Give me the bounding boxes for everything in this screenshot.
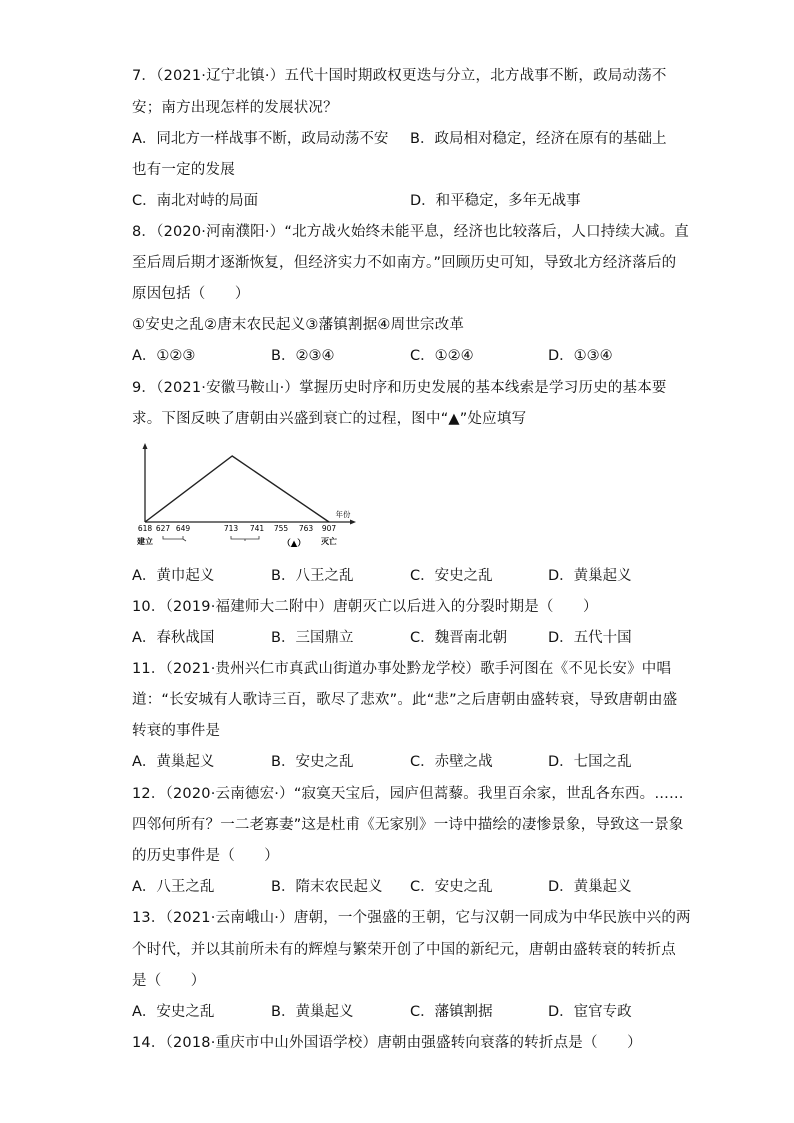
- x-axis-label: 年份: [335, 510, 351, 519]
- q13-stem-line-1: 13．（2021·云南峨山·）唐朝，一个强盛的王朝，它与汉朝一同成为中华民族中兴的两: [132, 910, 691, 926]
- q10-stem: 10．（2019·福建师大二附中）唐朝灭亡以后进入的分裂时期是（ ）: [132, 599, 598, 615]
- q11-option-d[interactable]: D．七国之乱: [548, 754, 632, 770]
- q14-stem: 14．（2018·重庆市中山外国语学校）唐朝由强盛转向衰落的转折点是（ ）: [132, 1035, 642, 1051]
- q13-option-d[interactable]: D．宦官专政: [548, 1004, 632, 1020]
- tang-dynasty-timeline-chart: [128, 440, 360, 560]
- y-axis-arrow: [143, 443, 148, 449]
- q12-option-b[interactable]: B．隋末农民起义: [271, 879, 383, 895]
- q12-option-d[interactable]: D．黄巢起义: [548, 879, 632, 895]
- tick-label-649: 649: [175, 524, 191, 533]
- start-label: 建立: [137, 537, 153, 546]
- tick-labels: [138, 524, 337, 533]
- q9-stem-line-1: 9．（2021·安徽马鞍山·）掌握历史时序和历史发展的基本线索是学习历史的基本要: [132, 380, 667, 396]
- q13-option-b[interactable]: B．黄巢起义: [271, 1004, 354, 1020]
- q11-stem-line-2: 道：“长安城有人歌诗三百，歌尽了悲欢”。此“悲”之后唐朝由盛转衰，导致唐朝由盛: [132, 692, 678, 708]
- q9-options: [132, 566, 692, 586]
- q7-options-row-1: [132, 129, 692, 149]
- q7-option-b-continued: 也有一定的发展: [132, 162, 235, 178]
- q8-stem-line-3: 原因包括（ ）: [132, 286, 250, 302]
- q10-option-c[interactable]: C．魏晋南北朝: [410, 630, 508, 646]
- q7-options-row-2: [132, 191, 692, 211]
- q8-option-c[interactable]: C．①②④: [410, 348, 474, 364]
- q13-options: [132, 1002, 692, 1022]
- q11-stem-line-3: 转衰的事件是: [132, 723, 221, 739]
- q10-option-a[interactable]: A．春秋战国: [132, 630, 215, 646]
- q11-options: [132, 752, 692, 772]
- q8-option-a[interactable]: A．①②③: [132, 348, 196, 364]
- end-label: 灭亡: [321, 537, 337, 546]
- tick-label-618: 618: [137, 524, 153, 533]
- q13-stem-line-3: 是（ ）: [132, 973, 206, 989]
- tick-label-713: 713: [223, 524, 239, 533]
- q12-options: [132, 877, 692, 897]
- q10-option-d[interactable]: D．五代十国: [548, 630, 632, 646]
- q7-option-b[interactable]: B．政局相对稳定，经济在原有的基础上: [410, 131, 667, 147]
- tick-label-755: 755: [273, 524, 289, 533]
- q7-option-c[interactable]: C．南北对峙的局面: [132, 193, 259, 209]
- period-brackets: [163, 536, 259, 541]
- q9-stem-line-2: 求。下图反映了唐朝由兴盛到衰亡的过程，图中“▲”处应填写: [132, 411, 527, 427]
- blank-marker: （▲）: [282, 539, 306, 549]
- q13-option-c[interactable]: C．藩镇割据: [410, 1004, 493, 1020]
- q11-option-b[interactable]: B．安史之乱: [271, 754, 354, 770]
- q12-option-a[interactable]: A．八王之乱: [132, 879, 215, 895]
- q8-items: ①安史之乱②唐末农民起义③藩镇割据④周世宗改革: [132, 317, 465, 333]
- q8-options: [132, 346, 692, 366]
- q13-option-a[interactable]: A．安史之乱: [132, 1004, 215, 1020]
- q12-option-c[interactable]: C．安史之乱: [410, 879, 493, 895]
- q12-stem-line-3: 的历史事件是（ ）: [132, 848, 279, 864]
- q12-stem-line-1: 12．（2020·云南德宏·）“寂寞天宝后，园庐但蒿藜。我里百余家，世乱各东西。……: [132, 786, 684, 802]
- q8-stem-line-2: 至后周后期才逐渐恢复，但经济实力不如南方。”回顾历史可知，导致北方经济落后的: [132, 255, 677, 271]
- q8-option-b[interactable]: B．②③④: [271, 348, 335, 364]
- q9-option-a[interactable]: A．黄巾起义: [132, 568, 215, 584]
- q9-option-b[interactable]: B．八王之乱: [271, 568, 354, 584]
- tick-label-627: 627: [155, 524, 171, 533]
- q11-option-c[interactable]: C．赤壁之战: [410, 754, 493, 770]
- q7-stem-line-2: 安；南方出现怎样的发展状况？: [132, 100, 338, 116]
- q9-option-c[interactable]: C．安史之乱: [410, 568, 493, 584]
- q8-option-d[interactable]: D．①③④: [548, 348, 613, 364]
- q10-options: [132, 628, 692, 648]
- q11-stem-line-1: 11．（2021·贵州兴仁市真武山街道办事处黔龙学校）歌手河图在《不见长安》中唱: [132, 661, 672, 677]
- q8-stem-line-1: 8．（2020·河南濮阳·）“北方战火始终未能平息，经济也比较落后，人口持续大减。直: [132, 224, 690, 240]
- tick-label-763: 763: [298, 524, 314, 533]
- rise-fall-line: [145, 456, 329, 522]
- q13-stem-line-2: 个时代，并以其前所未有的辉煌与繁荣开创了中国的新纪元，唐朝由盛转衰的转折点: [132, 942, 676, 958]
- q7-option-d[interactable]: D．和平稳定，多年无战事: [410, 193, 581, 209]
- x-axis-arrow: [350, 520, 356, 525]
- q11-option-a[interactable]: A．黄巢起义: [132, 754, 215, 770]
- q12-stem-line-2: 四邻何所有？一二老寡妻”这是杜甫《无家别》一诗中描绘的凄惨景象，导致这一景象: [132, 817, 684, 833]
- q9-option-d[interactable]: D．黄巢起义: [548, 568, 632, 584]
- q10-option-b[interactable]: B．三国鼎立: [271, 630, 354, 646]
- q7-option-a[interactable]: A．同北方一样战事不断，政局动荡不安: [132, 131, 389, 147]
- tick-label-907: 907: [321, 524, 337, 533]
- tick-label-741: 741: [249, 524, 265, 533]
- q7-stem-line-1: 7．（2021·辽宁北镇·）五代十国时期政权更迭与分立，北方战事不断，政局动荡不: [132, 68, 667, 84]
